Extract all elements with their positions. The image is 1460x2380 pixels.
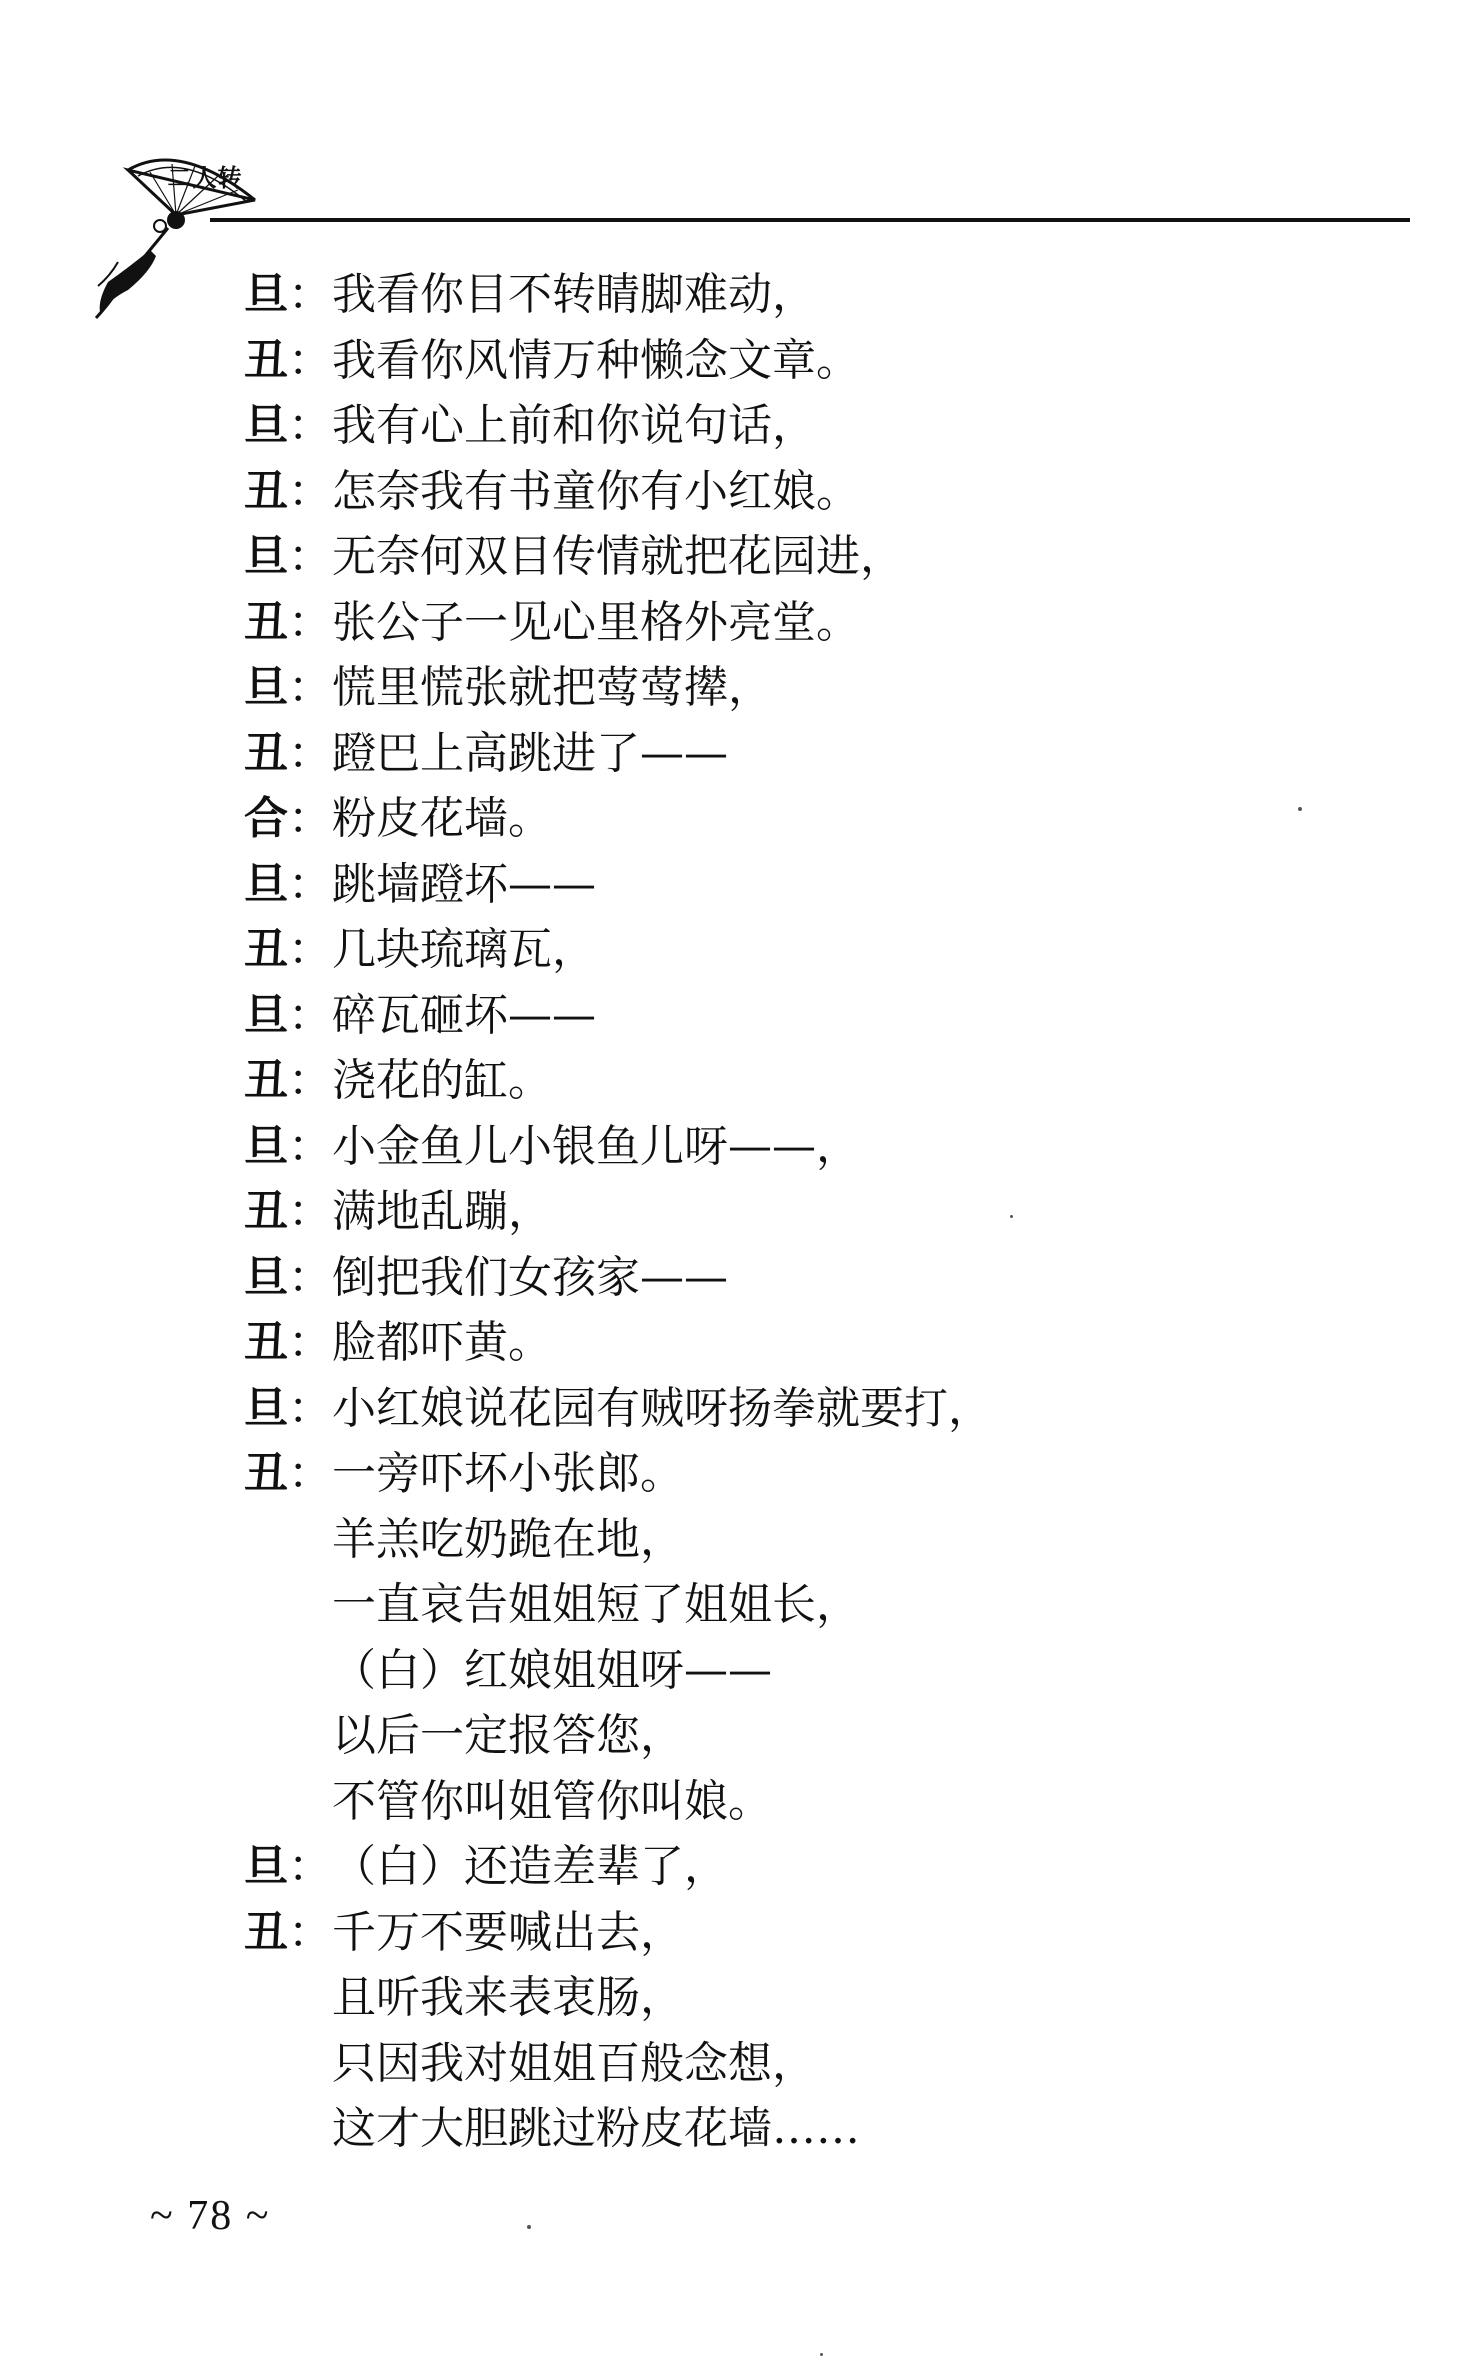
book-title: 二人转 bbox=[167, 163, 243, 192]
line-text: 慌里慌张就把莺莺撵， bbox=[332, 662, 772, 713]
speaker-label bbox=[244, 1245, 332, 1311]
scan-speck bbox=[1298, 807, 1302, 811]
line-text: 脸都吓黄。 bbox=[332, 1317, 552, 1368]
script-line bbox=[244, 328, 1404, 394]
script-line bbox=[244, 655, 1404, 721]
script-line bbox=[244, 1441, 1404, 1507]
speaker-colon: ： bbox=[288, 1251, 332, 1303]
script-line bbox=[244, 1703, 1404, 1769]
line-text: 几块琉璃瓦， bbox=[332, 924, 596, 975]
speaker-name: 丑 bbox=[244, 465, 288, 517]
speaker-label bbox=[244, 1310, 332, 1376]
speaker-name: 旦 bbox=[244, 269, 288, 320]
script-line bbox=[244, 459, 1404, 525]
speaker-label bbox=[244, 917, 332, 983]
line-text: 千万不要喊出去， bbox=[332, 1906, 684, 1958]
script-line bbox=[244, 1310, 1404, 1376]
line-text: 满地乱蹦， bbox=[332, 1186, 552, 1237]
line-text: 倒把我们女孩家—— bbox=[332, 1251, 728, 1303]
speaker-name: 丑 bbox=[244, 1448, 288, 1499]
speaker-label bbox=[244, 1376, 332, 1442]
script-line bbox=[244, 2096, 1404, 2162]
script-line bbox=[244, 1376, 1404, 1442]
line-text: 蹬巴上高跳进了—— bbox=[332, 727, 728, 779]
speaker-label bbox=[244, 1900, 332, 1966]
speaker-colon: ： bbox=[288, 334, 332, 386]
script-line bbox=[244, 1572, 1404, 1638]
script-line bbox=[244, 721, 1404, 787]
script-line bbox=[244, 1900, 1404, 1966]
line-text: 一旁吓坏小张郎。 bbox=[332, 1448, 684, 1499]
script-line bbox=[244, 1834, 1404, 1900]
speaker-label bbox=[244, 1048, 332, 1114]
line-text: 跳墙蹬坏—— bbox=[332, 858, 596, 910]
speaker-colon: ： bbox=[288, 1055, 332, 1106]
line-text: 一直哀告姐姐短了姐姐长， bbox=[332, 1579, 860, 1630]
speaker-name: 合 bbox=[244, 793, 288, 844]
script-line bbox=[244, 524, 1404, 590]
speaker-name: 旦 bbox=[244, 989, 288, 1041]
script-line bbox=[244, 262, 1404, 328]
scan-speck bbox=[820, 2353, 823, 2356]
speaker-label bbox=[244, 983, 332, 1049]
script-line bbox=[244, 1507, 1404, 1573]
speaker-name: 旦 bbox=[244, 400, 288, 451]
speaker-label bbox=[244, 1441, 332, 1507]
speaker-name: 旦 bbox=[244, 858, 288, 910]
script-body bbox=[244, 262, 1404, 2162]
speaker-name: 旦 bbox=[244, 1251, 288, 1303]
line-text: 只因我对姐姐百般念想， bbox=[332, 2037, 816, 2089]
speaker-name: 丑 bbox=[244, 1186, 288, 1237]
line-text: 羊羔吃奶跪在地， bbox=[332, 1513, 684, 1565]
speaker-colon: ： bbox=[288, 662, 332, 713]
speaker-name: 旦 bbox=[244, 1120, 288, 1172]
speaker-name: 旦 bbox=[244, 1382, 288, 1434]
script-line bbox=[244, 1769, 1404, 1835]
speaker-colon: ： bbox=[288, 858, 332, 910]
speaker-colon: ： bbox=[288, 924, 332, 975]
script-line bbox=[244, 786, 1404, 852]
speaker-colon: ： bbox=[288, 1382, 332, 1434]
speaker-name: 丑 bbox=[244, 1906, 288, 1958]
header-rule bbox=[210, 218, 1410, 222]
line-text: 张公子一见心里格外亮堂。 bbox=[332, 596, 860, 648]
speaker-label bbox=[244, 1114, 332, 1180]
line-text: （白）还造差辈了， bbox=[332, 1841, 728, 1892]
speaker-colon: ： bbox=[288, 400, 332, 451]
speaker-name: 丑 bbox=[244, 924, 288, 975]
script-line bbox=[244, 1048, 1404, 1114]
line-text: 浇花的缸。 bbox=[332, 1055, 552, 1106]
speaker-label bbox=[244, 262, 332, 328]
script-line bbox=[244, 590, 1404, 656]
speaker-colon: ： bbox=[288, 1841, 332, 1892]
line-text: 无奈何双目传情就把花园进， bbox=[332, 531, 904, 582]
script-line bbox=[244, 917, 1404, 983]
line-text: 粉皮花墙。 bbox=[332, 793, 552, 844]
speaker-label bbox=[244, 459, 332, 525]
script-line bbox=[244, 1965, 1404, 2031]
line-text: 怎奈我有书童你有小红娘。 bbox=[332, 465, 860, 517]
speaker-label bbox=[244, 328, 332, 394]
speaker-label bbox=[244, 786, 332, 852]
speaker-colon: ： bbox=[288, 1448, 332, 1499]
script-line bbox=[244, 1638, 1404, 1704]
speaker-name: 旦 bbox=[244, 531, 288, 582]
speaker-label bbox=[244, 524, 332, 590]
speaker-name: 丑 bbox=[244, 334, 288, 386]
speaker-label bbox=[244, 655, 332, 721]
line-text: 小金鱼儿小银鱼儿呀——， bbox=[332, 1120, 860, 1172]
line-text: 我看你风情万种懒念文章。 bbox=[332, 334, 860, 386]
speaker-colon: ： bbox=[288, 1120, 332, 1172]
script-line bbox=[244, 983, 1404, 1049]
speaker-colon: ： bbox=[288, 596, 332, 648]
line-text: 碎瓦砸坏—— bbox=[332, 989, 596, 1041]
speaker-name: 丑 bbox=[244, 727, 288, 779]
scan-speck bbox=[1010, 1215, 1013, 1218]
speaker-colon: ： bbox=[288, 465, 332, 517]
script-line bbox=[244, 852, 1404, 918]
speaker-name: 旦 bbox=[244, 662, 288, 713]
line-text: 不管你叫姐管你叫娘。 bbox=[332, 1775, 772, 1827]
speaker-colon: ： bbox=[288, 1186, 332, 1237]
speaker-name: 丑 bbox=[244, 1055, 288, 1106]
line-text: 以后一定报答您， bbox=[332, 1710, 684, 1761]
page-number: ~ 78 ~ bbox=[150, 2193, 271, 2239]
line-text: 这才大胆跳过粉皮花墙…… bbox=[332, 2103, 860, 2154]
line-text: （白）红娘姐姐呀—— bbox=[332, 1644, 772, 1696]
speaker-colon: ： bbox=[288, 1906, 332, 1958]
line-text: 我有心上前和你说句话， bbox=[332, 400, 816, 451]
speaker-colon: ： bbox=[288, 531, 332, 582]
scan-speck bbox=[527, 2225, 531, 2229]
script-line bbox=[244, 2031, 1404, 2097]
speaker-colon: ： bbox=[288, 989, 332, 1041]
speaker-label bbox=[244, 721, 332, 787]
line-text: 小红娘说花园有贼呀扬拳就要打， bbox=[332, 1382, 992, 1434]
script-line bbox=[244, 393, 1404, 459]
speaker-label bbox=[244, 393, 332, 459]
speaker-colon: ： bbox=[288, 1317, 332, 1368]
line-text: 且听我来表衷肠， bbox=[332, 1972, 684, 2023]
speaker-name: 旦 bbox=[244, 1841, 288, 1892]
speaker-label bbox=[244, 852, 332, 918]
script-line bbox=[244, 1179, 1404, 1245]
speaker-name: 丑 bbox=[244, 596, 288, 648]
script-line bbox=[244, 1245, 1404, 1311]
speaker-colon: ： bbox=[288, 727, 332, 779]
speaker-label bbox=[244, 1834, 332, 1900]
speaker-name: 丑 bbox=[244, 1317, 288, 1368]
speaker-colon: ： bbox=[288, 793, 332, 844]
speaker-label bbox=[244, 590, 332, 656]
line-text: 我看你目不转睛脚难动， bbox=[332, 269, 816, 320]
speaker-colon: ： bbox=[288, 269, 332, 320]
speaker-label bbox=[244, 1179, 332, 1245]
script-line bbox=[244, 1114, 1404, 1180]
